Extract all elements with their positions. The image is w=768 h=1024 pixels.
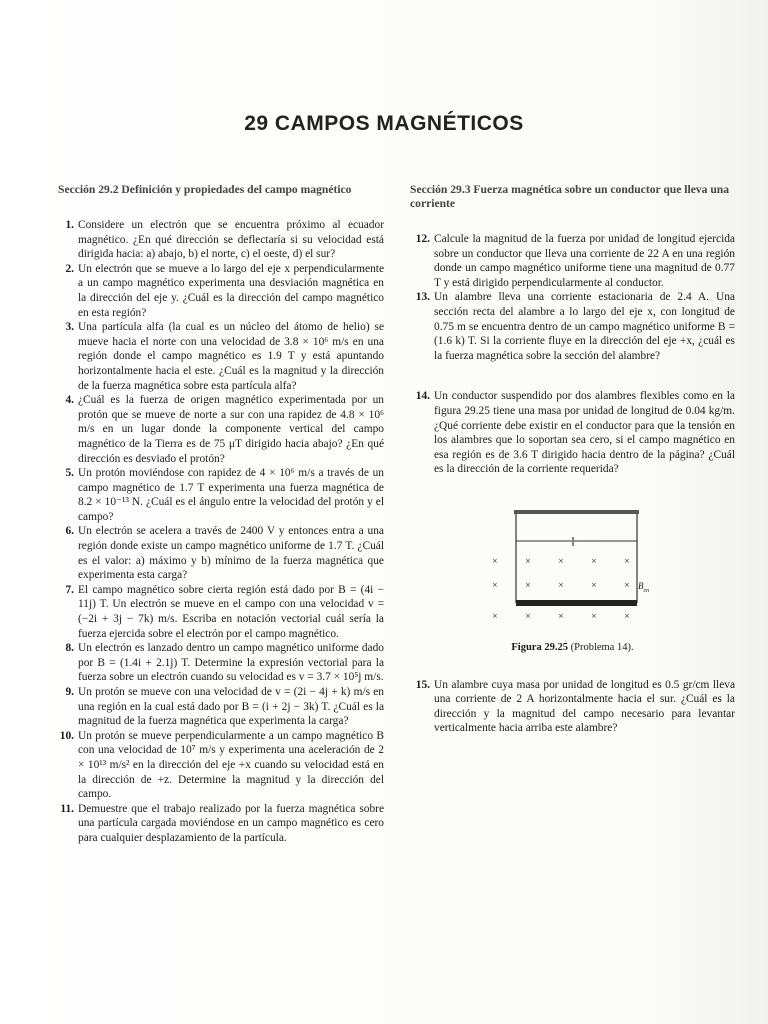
problem-item xyxy=(58,641,384,685)
problem-number: 7. xyxy=(65,583,74,596)
problem-number: 6. xyxy=(65,525,74,538)
svg-text:×: × xyxy=(591,556,597,565)
svg-text:×: × xyxy=(525,611,531,620)
svg-text:×: × xyxy=(624,611,630,620)
ceiling-support xyxy=(514,510,639,514)
problem-list-right-c xyxy=(410,678,735,736)
chapter-title: 29 CAMPOS MAGNÉTICOS xyxy=(244,112,524,135)
problem-number: 4. xyxy=(65,394,74,407)
problem-number: 12. xyxy=(415,233,430,245)
problem-text: Un protón moviéndose con rapidez de 4 × 10⁶ m/s a través de un campo magnético de 1.7 T experimenta una fuerza magnética de 8.2 × 10⁻¹³ N. ¿Cuál es el ángulo entre la velocidad del protón y el campo? xyxy=(78,467,384,523)
field-crosses xyxy=(492,557,630,620)
problem-text: Demuestre que el trabajo realizado por la fuerza magnética sobre una partícula cargada moviéndose en un campo magnético es cero para cualquier desplazamiento de la partícula. xyxy=(78,802,384,844)
section-heading-29-3: Sección 29.3 Fuerza magnética sobre un conductor que lleva una corriente xyxy=(410,183,730,210)
problem-number: 2. xyxy=(65,262,74,275)
right-column xyxy=(410,183,735,736)
svg-text:×: × xyxy=(525,556,531,565)
problem-item xyxy=(410,389,735,477)
problem-number: 11. xyxy=(60,802,74,815)
problem-number: 15. xyxy=(415,678,430,691)
problem-text: Calcule la magnitud de la fuerza por unidad de longitud ejercida sobre un conductor que lleva una corriente de 22 A en una región donde un campo magnético uniforme tiene una magnitud de 0.77 T y está dirigido perpendicularmente al conductor. xyxy=(434,233,735,289)
conductor-bar xyxy=(516,600,637,606)
problem-item xyxy=(58,802,384,846)
svg-text:×: × xyxy=(525,580,531,589)
problem-item xyxy=(410,678,735,736)
problem-text: Considere un electrón que se encuentra próximo al ecuador magnético. ¿En qué dirección se deflectaría si su velocidad está dirigida hacia: a) abajo, b) el norte, c) el oeste, d) el sur? xyxy=(78,219,384,261)
problem-text: Un protón se mueve perpendicularmente a un campo magnético B con una velocidad de 10⁷ m/s y experimenta una aceleración de 2 × 10¹³ m/s² en la dirección del eje +x cuando su velocidad está en la dirección de +z. Determine la magnitud y la dirección del campo. xyxy=(78,729,384,801)
problem-text: ¿Cuál es la fuerza de origen magnético experimentada por un protón que se mueve de norte a sur con una rapidez de 4.8 × 10⁶ m/s en un lugar donde la componente vertical del campo magnético de la Tierra es de 75 μT dirigido hacia abajo? ¿En qué dirección es desviado el protón? xyxy=(78,394,384,465)
problem-list-right-b xyxy=(410,389,735,477)
svg-text:×: × xyxy=(591,580,597,589)
figure-caption-label: Figura 29.25 xyxy=(511,641,568,653)
svg-text:×: × xyxy=(591,611,597,620)
problem-text: Un alambre lleva una corriente estacionaria de 2.4 A. Una sección recta del alambre a lo largo del eje x, con longitud de 0.75 m se encuentra dentro de un campo magnético uniforme B = (1.6 k) T. Si la corriente fluye en la dirección del eje +x, ¿cuál es la fuerza magnética sobre la sección del alambre? xyxy=(434,291,735,362)
problem-number: 1. xyxy=(65,219,74,231)
problem-text: Un electrón que se mueve a lo largo del eje x perpendicularmente a un campo magnético experimenta una desviación magnética en la dirección del eje y. ¿Cuál es la dirección del campo magnético en esta región? xyxy=(78,262,384,319)
problem-number: 10. xyxy=(59,729,74,742)
section-heading-29-2: Sección 29.2 Definición y propiedades del campo magnético xyxy=(58,183,352,196)
problem-item xyxy=(58,393,384,466)
problem-item xyxy=(58,729,384,802)
svg-text:×: × xyxy=(558,556,564,565)
figure-29-25 xyxy=(492,505,692,637)
problem-number: 5. xyxy=(65,467,74,480)
figure-caption xyxy=(410,641,735,656)
problem-text: Una partícula alfa (la cual es un núcleo del átomo de helio) se mueve hacia el norte con una velocidad de 3.8 × 10⁶ m/s en una región donde el campo magnético es 1.9 T y está apuntando horizontalmente hacia el este. ¿Cuál es la magnitud y la dirección de la fuerza magnética sobre esta partícula alfa? xyxy=(78,321,384,392)
figure-caption-text: (Problema 14). xyxy=(570,641,634,653)
problem-item xyxy=(58,262,384,320)
left-column xyxy=(58,183,384,846)
problem-text: Un protón se mueve con una velocidad de v = (2i − 4j + k) m/s en una región en la cual está dado por B = (i + 2j − 3k) T. ¿Cuál es la magnitud de la fuerza magnética que experimenta la carga? xyxy=(78,686,384,728)
problem-number: 13. xyxy=(415,291,430,304)
problem-item xyxy=(410,290,735,363)
problem-number: 9. xyxy=(65,686,74,698)
problem-text: Un alambre cuya masa por unidad de longitud es 0.5 gr/cm lleva una corriente de 2 A horizontalmente hacia el sur. ¿Cuál es la dirección y la magnitud del campo necesario para levantar verticalmente hacia arriba este alambre? xyxy=(434,678,735,735)
svg-text:×: × xyxy=(624,580,630,589)
problem-number: 3. xyxy=(65,321,74,334)
figure-diagram xyxy=(492,505,692,637)
svg-text:×: × xyxy=(558,611,564,620)
problem-item xyxy=(58,524,384,582)
problem-text: El campo magnético sobre cierta región está dado por B = (4i − 11j) T. Un electrón se mueve en el campo con una velocidad v = (−2i + 3j − 7k) m/s. Escriba en notación vectorial cuál sería la fuerza ejercida sobre el electrón por el campo magnético. xyxy=(78,583,384,640)
svg-text:×: × xyxy=(492,580,498,589)
problem-number: 14. xyxy=(415,390,430,403)
problem-item xyxy=(58,685,384,729)
problem-list-right-a xyxy=(410,232,735,363)
svg-text:×: × xyxy=(492,556,498,565)
problem-item xyxy=(410,232,735,290)
svg-text:×: × xyxy=(492,611,498,620)
problem-text: Un electrón se acelera a través de 2400 V y entonces entra a una región donde existe un campo magnético uniforme de 1.7 T. ¿Cuál es el valor: a) máximo y b) mínimo de la fuerza magnética que experimenta esta carga? xyxy=(78,525,384,582)
problem-text: Un conductor suspendido por dos alambres flexibles como en la figura 29.25 tiene una masa por unidad de longitud de 0.04 kg/m. ¿Qué corriente debe existir en el conductor para que la tensión en los alambres que lo soportan sea cero, si el campo magnético en esa región es de 3.6 T dirigido hacia dentro de la página? ¿Cuál es la dirección de la corriente requerida? xyxy=(434,390,735,476)
svg-text:×: × xyxy=(624,556,630,565)
problem-item xyxy=(58,466,384,524)
problem-text: Un electrón es lanzado dentro un campo magnético uniforme dado por B = (1.4i + 2.1j) T. Determine la expresión vectorial para la fuerza sobre un electrón cuando su velocidad es v = 3.7 × 10⁵j m/s. xyxy=(78,642,384,684)
problem-list-left xyxy=(58,218,384,846)
problem-number: 8. xyxy=(65,642,74,655)
field-label: $B_{en}$ xyxy=(638,580,650,594)
problem-item xyxy=(58,583,384,641)
problem-item xyxy=(58,218,384,262)
problem-item xyxy=(58,320,384,393)
svg-text:×: × xyxy=(558,580,564,589)
